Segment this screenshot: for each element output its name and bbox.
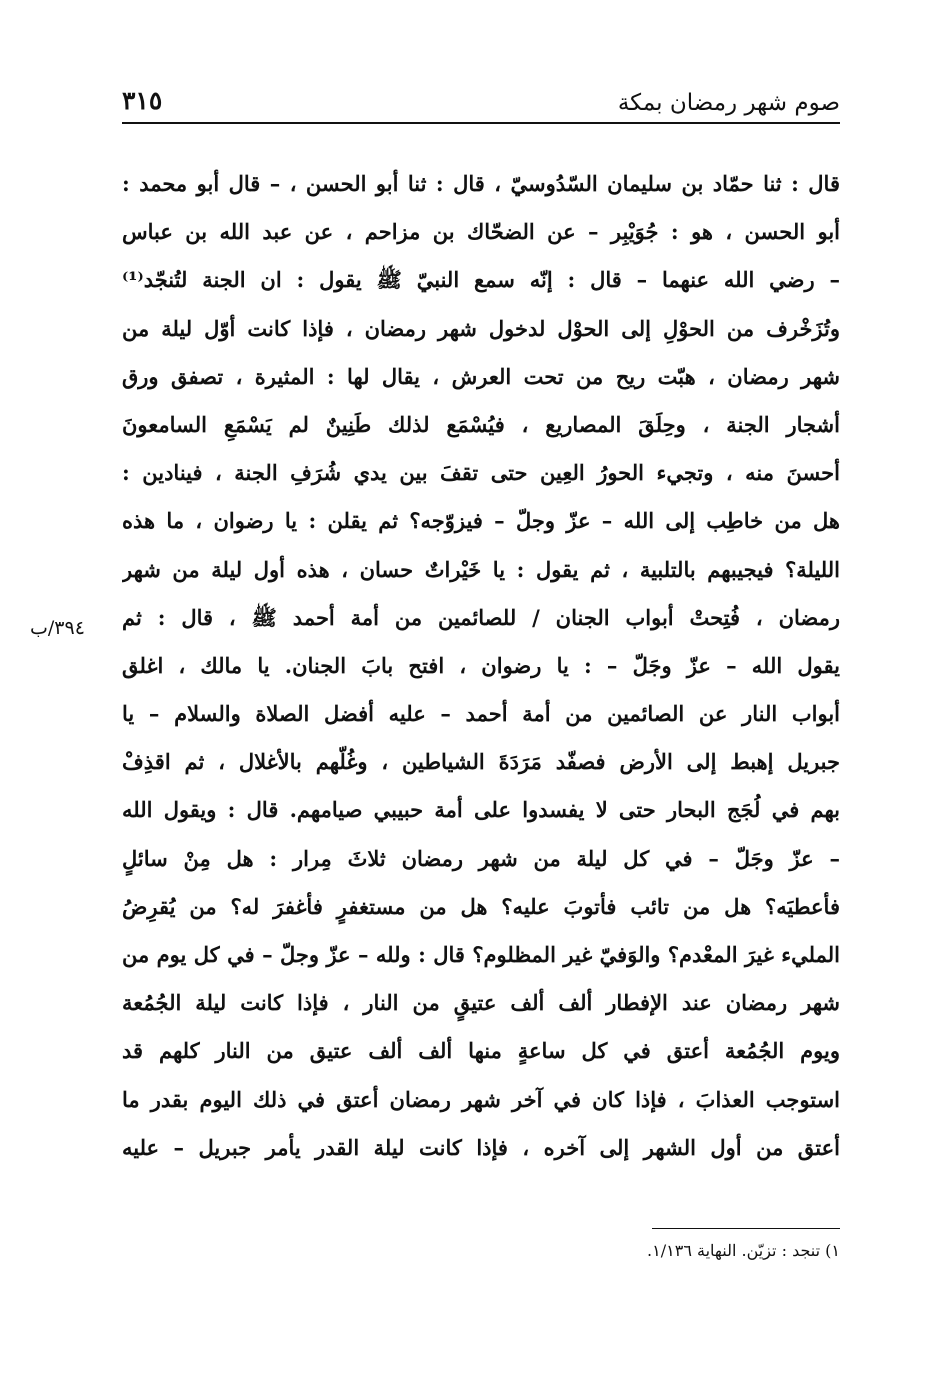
text-line: قال : ثنا حمّاد بن سليمان السّدُوسيّ ، قال : ثنا أبو الحسن ، – قال أبو محمد : (122, 171, 840, 196)
text-line: أعتق من أول الشهر إلى آخره ، فإذا كانت ليلة القدر يأمر جبريل – عليه (122, 1134, 840, 1160)
text-line: ويوم الجُمُعة أعتق في كل ساعةٍ منها ألف ألف عتيق من النار كلهم قد (122, 1038, 840, 1064)
text-line: أشجار الجنة ، وحِلَقَ المصاريع ، فيُسْمَع لذلك طَنِينٌ لم يَسْمَعِ السامعونَ (122, 411, 840, 437)
text-line: – عزّ وجَلّ – في كل ليلة من شهر رمضان ثلاثَ مِرار : هل مِنْ سائلٍ (122, 845, 840, 871)
text-line: – رضي الله عنهما – قال : إنّه سمع النبيّ ﷺ يقول : ان الجنة لتُنجّد⁽¹⁾ (122, 267, 840, 293)
text-line: الليلة؟ فيجيبهم بالتلبية ، ثم يقول : يا خَيْراتٌ حسان ، هذه أول ليلة من شهر (122, 556, 840, 582)
manuscript-folio-note: ٣٩٤/ب (30, 617, 85, 639)
text-line: بهم في لُجَج البحار حتى لا يفسدوا على أمة حبيبي صيامهم. قال : ويقول الله (122, 797, 840, 823)
text-line: المليء غيرَ المعْدم؟ والوَفيّ غير المظلوم؟ قال : ولله – عزّ وجلّ – في كل يوم من (122, 942, 840, 967)
footnote: ١) تنجد : تزيّن. النهاية ١/١٣٦. (647, 1241, 840, 1260)
text-line: استوجب العذابَ ، فإذا كان في آخر شهر رمضان أعتق في ذلك اليوم بقدر ما (122, 1086, 840, 1112)
text-line: فأعطيَه؟ هل من تائب فأتوبَ عليه؟ هل من مستغفرٍ فأغفرَ له؟ من يُقرِضُ (122, 893, 840, 919)
running-title: صوم شهر رمضان بمكة (617, 90, 840, 116)
main-text (122, 160, 840, 1172)
text-line: أبواب النار عن الصائمين من أمة أحمد – عليه أفضل الصلاة والسلام – يا (122, 701, 840, 727)
text-line: أبو الحسن ، هو : جُوَيْبِر – عن الضحّاك بن مزاحم ، عن عبد الله بن عباس (122, 219, 840, 245)
text-line: شهر رمضان عند الإفطار ألف ألف عتيقٍ من النار ، فإذا كانت ليلة الجُمُعة (122, 990, 840, 1016)
text-line: يقول الله – عزّ وجَلّ – : يا رضوان ، افتح بابَ الجنان. يا مالك ، اغلق (122, 652, 840, 678)
header-rule (122, 122, 840, 124)
page-header (122, 84, 840, 124)
text-line: وتُزَخْرف من الحوْلِ إلى الحوْل لدخول شهر رمضان ، فإذا كانت أوّل ليلة من (122, 315, 840, 341)
page-number: ٣١٥ (122, 86, 163, 115)
text-line: هل من خاطِب إلى الله – عزّ وجلّ – فيزوّجه؟ ثم يقلن : يا رضوان ، ما هذه (122, 508, 840, 534)
text-line: أحسنَ منه ، وتجيء الحورُ العِين حتى تقفَ بين يدي شُرَفِ الجنة ، فينادين : (122, 460, 840, 486)
text-line: رمضان ، فُتِحتْ أبواب الجنان / للصائمين من أمة أحمد ﷺ ، قال : ثم (122, 604, 840, 630)
text-line: جبريل إهبط إلى الأرض فصفّد مَرَدَةَ الشياطين ، وغُلّهم بالأغلال ، ثم اقذِفْ (122, 749, 840, 775)
footnote-rule (652, 1228, 840, 1229)
text-line: شهر رمضان ، هبّت ريح من تحت العرش ، يقال لها : المثيرة ، تصفق ورق (122, 363, 840, 389)
